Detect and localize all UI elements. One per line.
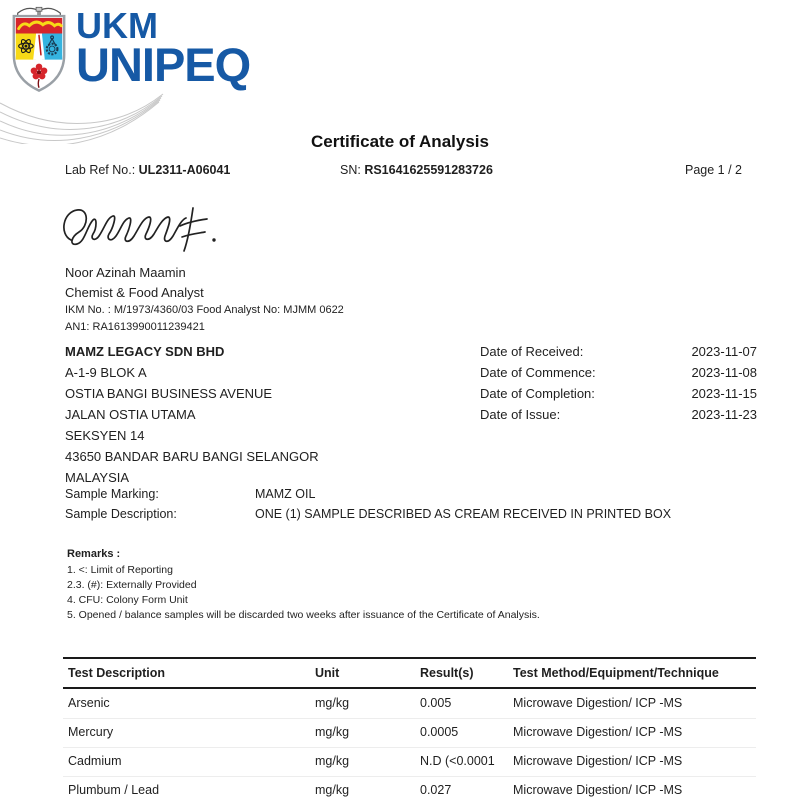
col-header-test-description: Test Description — [68, 666, 166, 680]
date-value: 2023-11-08 — [691, 365, 757, 380]
date-label: Date of Completion: — [480, 386, 595, 401]
address-line: MALAYSIA — [65, 470, 130, 485]
cell-method: Microwave Digestion/ ICP -MS — [513, 725, 683, 739]
serial-number — [340, 163, 493, 177]
page-title: Certificate of Analysis — [311, 132, 489, 151]
cell-result: 0.027 — [420, 783, 452, 797]
page-number: Page 1 / 2 — [685, 163, 742, 177]
cell-result: 0.005 — [420, 696, 452, 710]
date-value: 2023-11-23 — [691, 407, 757, 422]
cell-method: Microwave Digestion/ ICP -MS — [513, 696, 683, 710]
cell-test: Arsenic — [68, 696, 110, 710]
address-line: JALAN OSTIA UTAMA — [65, 407, 196, 422]
date-value: 2023-11-07 — [691, 344, 757, 359]
table-row — [63, 747, 756, 777]
signatory-role: Chemist & Food Analyst — [65, 285, 204, 300]
col-header-results: Result(s) — [420, 666, 474, 680]
date-label: Date of Issue: — [480, 407, 561, 422]
cell-unit: mg/kg — [315, 725, 350, 739]
table-row — [63, 776, 756, 800]
cell-unit: mg/kg — [315, 754, 350, 768]
brand-ukm: UKM — [76, 5, 158, 46]
brand-unipeq: UNIPEQ — [76, 38, 251, 91]
table-row — [63, 718, 756, 748]
sample-marking-value: MAMZ OIL — [255, 487, 316, 501]
table-header-row — [63, 659, 756, 687]
cell-method: Microwave Digestion/ ICP -MS — [513, 754, 683, 768]
address-line: OSTIA BANGI BUSINESS AVENUE — [65, 386, 273, 401]
remark-line: 5. Opened / balance samples will be discarded two weeks after issuance of the Certificate of Analysis. — [67, 609, 540, 621]
address-line: 43650 BANDAR BARU BANGI SELANGOR — [65, 449, 319, 464]
signatory-ikm-no: IKM No. : M/1973/4360/03 Food Analyst No: MJMM 0622 — [65, 304, 344, 316]
cell-test: Plumbum / Lead — [68, 783, 160, 797]
cell-unit: mg/kg — [315, 696, 350, 710]
remark-line: 2.3. (#): Externally Provided — [67, 579, 197, 591]
sample-description-value: ONE (1) SAMPLE DESCRIBED AS CREAM RECEIVED IN PRINTED BOX — [255, 507, 672, 521]
results-table — [63, 657, 756, 800]
customer-address-block — [65, 341, 319, 488]
date-row — [480, 404, 757, 425]
date-label: Date of Received: — [480, 344, 584, 359]
customer-name: MAMZ LEGACY SDN BHD — [65, 344, 225, 359]
date-row — [480, 362, 757, 383]
cell-result: N.D (<0.0001 — [420, 754, 495, 768]
date-label: Date of Commence: — [480, 365, 596, 380]
cell-test: Mercury — [68, 725, 114, 739]
signatory-name: Noor Azinah Maamin — [65, 265, 186, 280]
ukm-crest-icon — [8, 2, 70, 94]
cell-method: Microwave Digestion/ ICP -MS — [513, 783, 683, 797]
lab-ref-value: UL2311-A06041 — [138, 163, 231, 177]
signatory-an1: AN1: RA1613990011239421 — [65, 321, 205, 333]
remark-line: 4. CFU: Colony Form Unit — [67, 594, 188, 606]
cell-test: Cadmium — [68, 754, 122, 768]
sample-marking-label: Sample Marking: — [65, 487, 159, 501]
cell-unit: mg/kg — [315, 783, 350, 797]
dates-block — [480, 341, 757, 425]
remark-line: 1. <: Limit of Reporting — [67, 564, 173, 576]
cell-result: 0.0005 — [420, 725, 459, 739]
lab-ref-label: Lab Ref No.: — [65, 163, 139, 177]
sn-label: SN: — [340, 163, 365, 177]
sn-value: RS1641625591283726 — [364, 163, 493, 177]
signature-image — [55, 196, 250, 258]
table-row — [63, 689, 756, 719]
date-row — [480, 341, 757, 362]
col-header-unit: Unit — [315, 666, 340, 680]
remarks-heading: Remarks : — [67, 548, 121, 560]
address-line: SEKSYEN 14 — [65, 428, 145, 443]
date-value: 2023-11-15 — [691, 386, 757, 401]
remarks-list — [67, 563, 540, 623]
col-header-method: Test Method/Equipment/Technique — [513, 666, 719, 680]
sample-description-label: Sample Description: — [65, 507, 177, 521]
address-line: A-1-9 BLOK A — [65, 365, 147, 380]
lab-ref — [65, 163, 230, 177]
date-row — [480, 383, 757, 404]
